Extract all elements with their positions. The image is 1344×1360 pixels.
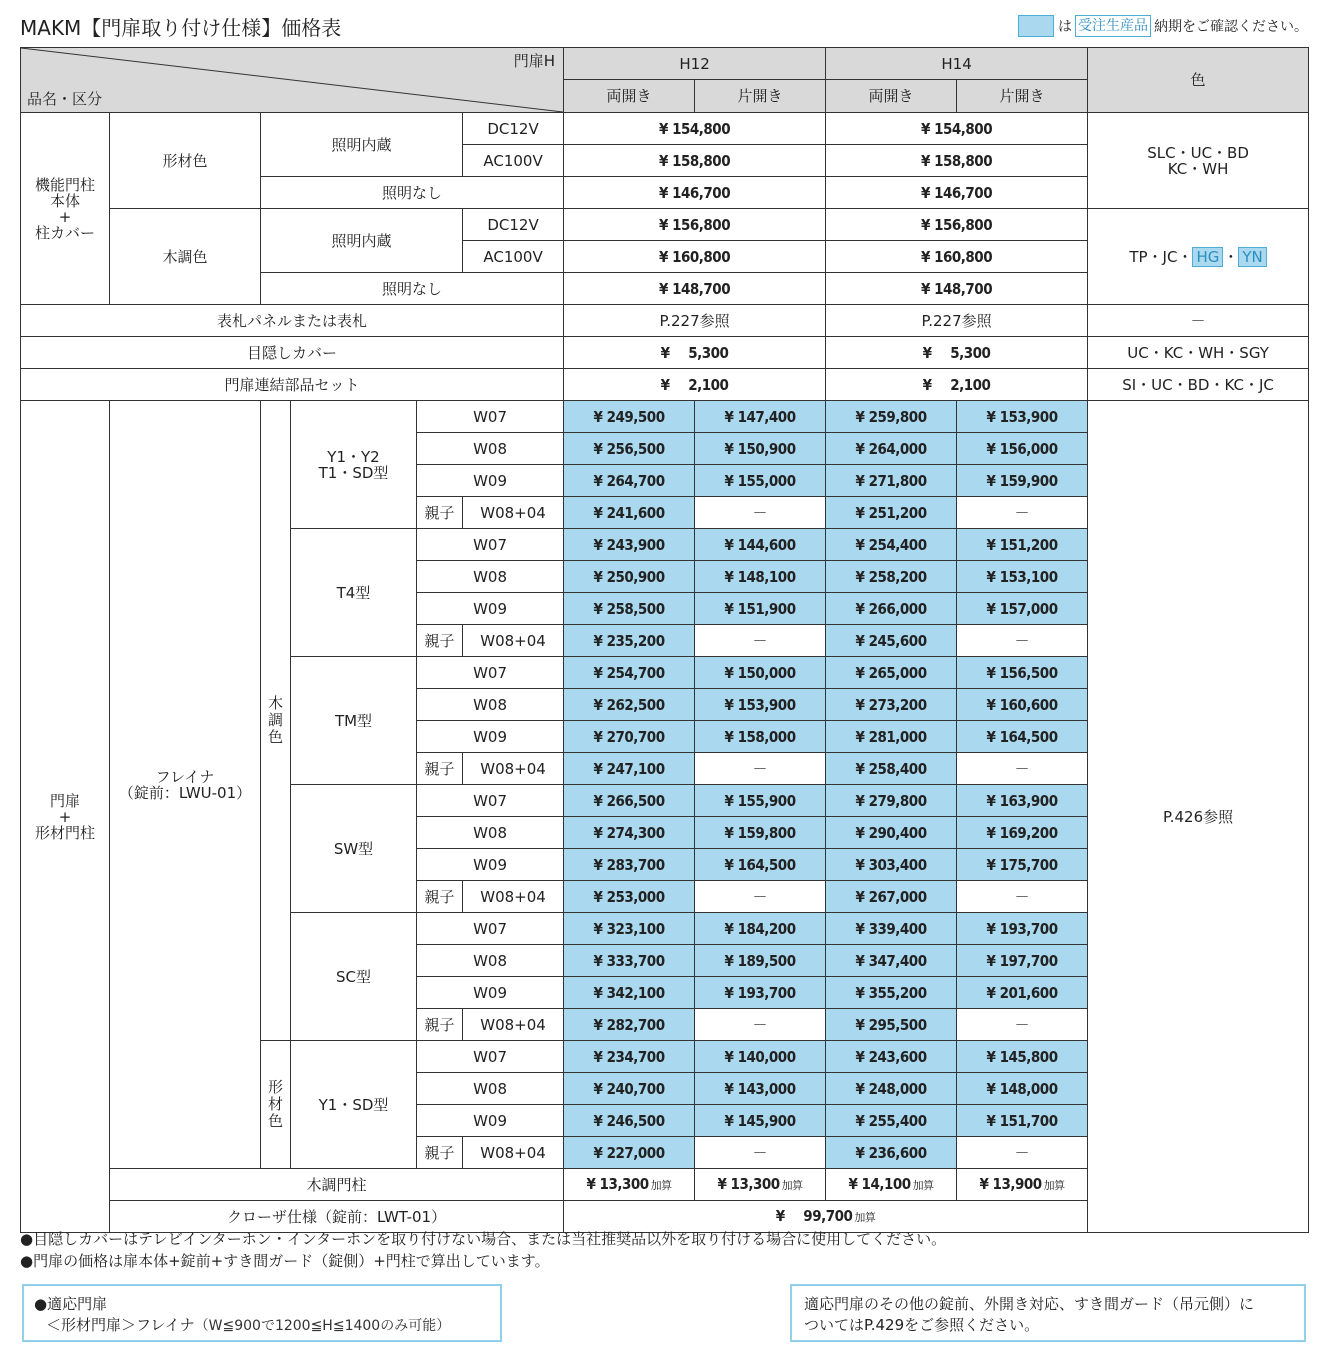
cover-price-h12: ¥ 5,300 bbox=[564, 337, 826, 369]
width-label: W08 bbox=[417, 817, 564, 849]
legend-tag: 受注生産品 bbox=[1075, 15, 1151, 37]
price-cell: ¥ 267,000 bbox=[826, 881, 957, 913]
cover-color: UC・KC・WH・SGY bbox=[1088, 337, 1309, 369]
price-cell: ¥ 158,800 bbox=[564, 145, 826, 177]
price-cell: ¥ 333,700 bbox=[564, 945, 695, 977]
price-cell: ¥ 158,800 bbox=[826, 145, 1088, 177]
price-cell: ¥ 150,900 bbox=[695, 433, 826, 465]
price-cell: ¥ 256,500 bbox=[564, 433, 695, 465]
price-cell: ¥ 147,400 bbox=[695, 401, 826, 433]
price-cell: ¥ 259,800 bbox=[826, 401, 957, 433]
dc-label-2: DC12V bbox=[463, 209, 564, 241]
price-cell: ¥ 248,000 bbox=[826, 1073, 957, 1105]
price-cell: ¥ 144,600 bbox=[695, 529, 826, 561]
price-cell: ¥ 339,400 bbox=[826, 913, 957, 945]
price-cell: ¥ 258,200 bbox=[826, 561, 957, 593]
gate-group: 門扉 + 形材門柱 bbox=[21, 401, 110, 1233]
mokucho-label: 木調色 bbox=[110, 209, 261, 305]
price-cell: ¥ 266,000 bbox=[826, 593, 957, 625]
price-empty: － bbox=[957, 753, 1088, 785]
width-label: W09 bbox=[417, 849, 564, 881]
header-item: 品名・区分 bbox=[27, 90, 103, 108]
price-cell: ¥ 245,600 bbox=[826, 625, 957, 657]
price-cell: ¥ 193,700 bbox=[957, 913, 1088, 945]
width-label: W08+04 bbox=[463, 881, 564, 913]
header-gate-h: 門扉H bbox=[513, 52, 556, 70]
link-price-h12: ¥ 2,100 bbox=[564, 369, 826, 401]
nameplate-ref-h14: P.227参照 bbox=[826, 305, 1088, 337]
price-cell: ¥ 250,900 bbox=[564, 561, 695, 593]
price-empty: － bbox=[957, 625, 1088, 657]
price-cell: ¥ 342,100 bbox=[564, 977, 695, 1009]
price-cell: ¥ 153,100 bbox=[957, 561, 1088, 593]
price-cell: ¥ 258,400 bbox=[826, 753, 957, 785]
light-in-label-2: 照明内蔵 bbox=[261, 209, 463, 273]
price-cell: ¥ 151,900 bbox=[695, 593, 826, 625]
oyako-label: 親子 bbox=[417, 1137, 463, 1169]
gate-color-ref: P.426参照 bbox=[1088, 401, 1309, 1233]
width-label: W09 bbox=[417, 593, 564, 625]
price-empty: － bbox=[695, 753, 826, 785]
price-cell: ¥ 164,500 bbox=[957, 721, 1088, 753]
color-yn: YN bbox=[1238, 247, 1266, 267]
price-cell: ¥ 279,800 bbox=[826, 785, 957, 817]
header-h12-single: 片開き bbox=[695, 80, 826, 113]
price-cell: ¥ 266,500 bbox=[564, 785, 695, 817]
price-cell: ¥ 303,400 bbox=[826, 849, 957, 881]
price-cell: ¥ 254,400 bbox=[826, 529, 957, 561]
product-name-b: （錠前：LWU-01） bbox=[118, 783, 252, 802]
color-mokucho bbox=[1088, 209, 1309, 305]
color-line: SLC・UC・BD bbox=[1147, 143, 1249, 162]
price-cell: ¥ 150,000 bbox=[695, 657, 826, 689]
price-cell: ¥ 253,000 bbox=[564, 881, 695, 913]
price-cell: ¥ 236,600 bbox=[826, 1137, 957, 1169]
wood-post-value: ¥ 14,100 bbox=[848, 1174, 911, 1193]
price-cell: ¥ 148,700 bbox=[564, 273, 826, 305]
oyako-label: 親子 bbox=[417, 625, 463, 657]
width-label: W08 bbox=[417, 945, 564, 977]
product-name bbox=[110, 401, 261, 1169]
price-cell: ¥ 270,700 bbox=[564, 721, 695, 753]
price-cell: ¥ 265,000 bbox=[826, 657, 957, 689]
price-cell: ¥ 148,100 bbox=[695, 561, 826, 593]
price-cell: ¥ 145,800 bbox=[957, 1041, 1088, 1073]
width-label: W08 bbox=[417, 1073, 564, 1105]
wood-post-price bbox=[957, 1169, 1088, 1201]
closer-label: クローザ仕様（錠前：LWT-01） bbox=[110, 1201, 564, 1233]
wood-post-label: 木調門柱 bbox=[110, 1169, 564, 1201]
price-empty: － bbox=[695, 625, 826, 657]
width-label: W08+04 bbox=[463, 625, 564, 657]
header-h14-double: 両開き bbox=[826, 80, 957, 113]
reference-box bbox=[790, 1284, 1306, 1342]
wood-color-text: 木 調 色 bbox=[267, 694, 283, 746]
price-cell: ¥ 151,200 bbox=[957, 529, 1088, 561]
model-name: Y1・SD型 bbox=[291, 1041, 417, 1169]
price-empty: － bbox=[957, 497, 1088, 529]
nameplate-color: － bbox=[1088, 305, 1309, 337]
price-cell: ¥ 254,700 bbox=[564, 657, 695, 689]
add-label: 加算 bbox=[781, 1178, 803, 1192]
price-empty: － bbox=[695, 497, 826, 529]
header-h14-single: 片開き bbox=[957, 80, 1088, 113]
nameplate-label: 表札パネルまたは表札 bbox=[21, 305, 564, 337]
header-color: 色 bbox=[1088, 48, 1309, 113]
price-cell: ¥ 240,700 bbox=[564, 1073, 695, 1105]
wood-color-label bbox=[261, 401, 291, 1041]
width-label: W07 bbox=[417, 785, 564, 817]
katazai-label: 形材色 bbox=[110, 113, 261, 209]
model-name: SC型 bbox=[291, 913, 417, 1041]
page-title: MAKM【門扉取り付け仕様】価格表 bbox=[20, 16, 342, 40]
closer-value: ¥ 99,700 bbox=[775, 1206, 853, 1225]
price-cell: ¥ 246,500 bbox=[564, 1105, 695, 1137]
link-price-h14: ¥ 2,100 bbox=[826, 369, 1088, 401]
price-cell: ¥ 148,700 bbox=[826, 273, 1088, 305]
legend bbox=[1018, 15, 1308, 37]
wood-post-value: ¥ 13,900 bbox=[979, 1174, 1042, 1193]
price-cell: ¥ 160,600 bbox=[957, 689, 1088, 721]
light-in-label-1: 照明内蔵 bbox=[261, 113, 463, 177]
add-label: 加算 bbox=[650, 1178, 672, 1192]
ac-label-1: AC100V bbox=[463, 145, 564, 177]
add-label: 加算 bbox=[912, 1178, 934, 1192]
oyako-label: 親子 bbox=[417, 753, 463, 785]
width-label: W08+04 bbox=[463, 1137, 564, 1169]
legend-note: 納期をご確認ください。 bbox=[1154, 19, 1308, 35]
ac-label-2: AC100V bbox=[463, 241, 564, 273]
wood-post-value: ¥ 13,300 bbox=[586, 1174, 649, 1193]
note-2: ●門扉の価格は扉本体+錠前+すき間ガード（錠側）+門柱で算出しています。 bbox=[20, 1252, 550, 1270]
price-cell: ¥ 234,700 bbox=[564, 1041, 695, 1073]
price-cell: ¥ 295,500 bbox=[826, 1009, 957, 1041]
price-cell: ¥ 160,800 bbox=[564, 241, 826, 273]
wood-post-price bbox=[564, 1169, 695, 1201]
price-cell: ¥ 159,900 bbox=[957, 465, 1088, 497]
product-name-a: フレイナ bbox=[155, 767, 215, 786]
price-cell: ¥ 153,900 bbox=[957, 401, 1088, 433]
price-cell: ¥ 273,200 bbox=[826, 689, 957, 721]
price-empty: － bbox=[957, 881, 1088, 913]
width-label: W07 bbox=[417, 529, 564, 561]
price-cell: ¥ 146,700 bbox=[826, 177, 1088, 209]
color-dot: ・ bbox=[1223, 247, 1239, 266]
model-name: Y1・Y2 T1・SD型 bbox=[291, 401, 417, 529]
price-cell: ¥ 156,500 bbox=[957, 657, 1088, 689]
price-cell: ¥ 227,000 bbox=[564, 1137, 695, 1169]
width-label: W09 bbox=[417, 977, 564, 1009]
box1-title: ●適応門扉 bbox=[34, 1295, 108, 1313]
price-cell: ¥ 243,900 bbox=[564, 529, 695, 561]
legend-swatch bbox=[1018, 15, 1054, 37]
price-empty: － bbox=[695, 881, 826, 913]
add-label: 加算 bbox=[1043, 1178, 1065, 1192]
link-label: 門扉連結部品セット bbox=[21, 369, 564, 401]
box1-line-a: ＜形材門扉＞フレイナ bbox=[46, 1316, 195, 1334]
color-line: KC・WH bbox=[1167, 159, 1229, 178]
price-cell: ¥ 247,100 bbox=[564, 753, 695, 785]
light-none-label-2: 照明なし bbox=[261, 273, 564, 305]
price-cell: ¥ 156,800 bbox=[564, 209, 826, 241]
price-cell: ¥ 323,100 bbox=[564, 913, 695, 945]
price-empty: － bbox=[957, 1137, 1088, 1169]
applicable-gate-box bbox=[22, 1284, 502, 1342]
price-cell: ¥ 201,600 bbox=[957, 977, 1088, 1009]
price-table bbox=[20, 47, 1309, 1233]
price-cell: ¥ 164,500 bbox=[695, 849, 826, 881]
price-cell: ¥ 154,800 bbox=[826, 113, 1088, 145]
price-cell: ¥ 159,800 bbox=[695, 817, 826, 849]
price-cell: ¥ 193,700 bbox=[695, 977, 826, 1009]
color-line: TP・JC・ bbox=[1129, 247, 1193, 266]
price-cell: ¥ 145,900 bbox=[695, 1105, 826, 1137]
width-label: W07 bbox=[417, 401, 564, 433]
price-cell: ¥ 235,200 bbox=[564, 625, 695, 657]
metal-color-text: 形 材 色 bbox=[267, 1078, 283, 1130]
cover-price-h14: ¥ 5,300 bbox=[826, 337, 1088, 369]
price-cell: ¥ 169,200 bbox=[957, 817, 1088, 849]
width-label: W08 bbox=[417, 689, 564, 721]
price-cell: ¥ 155,000 bbox=[695, 465, 826, 497]
note-1: ●目隠しカバーはテレビインターホン・インターホンを取り付けない場合、または当社推奨品以外を取り付ける場合に使用してください。 bbox=[20, 1230, 947, 1248]
box2-line-1: 適応門扉のその他の錠前、外開き対応、すき間ガード（吊元側）に bbox=[804, 1295, 1255, 1313]
price-cell: ¥ 151,700 bbox=[957, 1105, 1088, 1137]
width-label: W08+04 bbox=[463, 753, 564, 785]
width-label: W07 bbox=[417, 1041, 564, 1073]
width-label: W07 bbox=[417, 913, 564, 945]
box2-line-2: ついてはP.429をご参照ください。 bbox=[804, 1316, 1040, 1334]
wood-post-price bbox=[826, 1169, 957, 1201]
header-h12: H12 bbox=[564, 48, 826, 80]
price-cell: ¥ 251,200 bbox=[826, 497, 957, 529]
top-group: 機能門柱 本体 + 柱カバー bbox=[21, 113, 110, 305]
header-h14: H14 bbox=[826, 48, 1088, 80]
price-cell: ¥ 156,000 bbox=[957, 433, 1088, 465]
cover-label: 目隠しカバー bbox=[21, 337, 564, 369]
model-name: SW型 bbox=[291, 785, 417, 913]
width-label: W08 bbox=[417, 433, 564, 465]
price-cell: ¥ 153,900 bbox=[695, 689, 826, 721]
price-cell: ¥ 157,000 bbox=[957, 593, 1088, 625]
price-cell: ¥ 290,400 bbox=[826, 817, 957, 849]
width-label: W09 bbox=[417, 465, 564, 497]
price-cell: ¥ 255,400 bbox=[826, 1105, 957, 1137]
price-cell: ¥ 156,800 bbox=[826, 209, 1088, 241]
width-label: W07 bbox=[417, 657, 564, 689]
link-color: SI・UC・BD・KC・JC bbox=[1088, 369, 1309, 401]
price-cell: ¥ 175,700 bbox=[957, 849, 1088, 881]
price-empty: － bbox=[957, 1009, 1088, 1041]
price-cell: ¥ 281,000 bbox=[826, 721, 957, 753]
price-cell: ¥ 264,000 bbox=[826, 433, 957, 465]
width-label: W08+04 bbox=[463, 497, 564, 529]
metal-color-label bbox=[261, 1041, 291, 1169]
oyako-label: 親子 bbox=[417, 497, 463, 529]
price-cell: ¥ 184,200 bbox=[695, 913, 826, 945]
width-label: W08+04 bbox=[463, 1009, 564, 1041]
width-label: W09 bbox=[417, 1105, 564, 1137]
price-cell: ¥ 258,500 bbox=[564, 593, 695, 625]
price-cell: ¥ 347,400 bbox=[826, 945, 957, 977]
price-cell: ¥ 274,300 bbox=[564, 817, 695, 849]
price-empty: － bbox=[695, 1009, 826, 1041]
dc-label-1: DC12V bbox=[463, 113, 564, 145]
box1-line-b: （W≦900で1200≦H≦1400のみ可能） bbox=[194, 1318, 451, 1334]
oyako-label: 親子 bbox=[417, 881, 463, 913]
price-cell: ¥ 282,700 bbox=[564, 1009, 695, 1041]
add-label: 加算 bbox=[854, 1210, 876, 1224]
price-cell: ¥ 148,000 bbox=[957, 1073, 1088, 1105]
price-cell: ¥ 241,600 bbox=[564, 497, 695, 529]
price-cell: ¥ 264,700 bbox=[564, 465, 695, 497]
width-label: W08 bbox=[417, 561, 564, 593]
price-cell: ¥ 243,600 bbox=[826, 1041, 957, 1073]
color-hg: HG bbox=[1192, 247, 1223, 267]
model-name: T4型 bbox=[291, 529, 417, 657]
price-cell: ¥ 283,700 bbox=[564, 849, 695, 881]
price-cell: ¥ 271,800 bbox=[826, 465, 957, 497]
price-cell: ¥ 189,500 bbox=[695, 945, 826, 977]
price-cell: ¥ 155,900 bbox=[695, 785, 826, 817]
box1-line bbox=[34, 1315, 500, 1337]
wood-post-value: ¥ 13,300 bbox=[717, 1174, 780, 1193]
price-empty: － bbox=[695, 1137, 826, 1169]
price-cell: ¥ 154,800 bbox=[564, 113, 826, 145]
oyako-label: 親子 bbox=[417, 1009, 463, 1041]
price-cell: ¥ 197,700 bbox=[957, 945, 1088, 977]
price-cell: ¥ 146,700 bbox=[564, 177, 826, 209]
color-katazai bbox=[1088, 113, 1309, 209]
price-cell: ¥ 355,200 bbox=[826, 977, 957, 1009]
legend-is: は bbox=[1058, 19, 1072, 35]
price-cell: ¥ 163,900 bbox=[957, 785, 1088, 817]
model-name: TM型 bbox=[291, 657, 417, 785]
header-corner bbox=[21, 48, 564, 113]
nameplate-ref-h12: P.227参照 bbox=[564, 305, 826, 337]
wood-post-price bbox=[695, 1169, 826, 1201]
price-cell: ¥ 249,500 bbox=[564, 401, 695, 433]
price-cell: ¥ 158,000 bbox=[695, 721, 826, 753]
width-label: W09 bbox=[417, 721, 564, 753]
price-cell: ¥ 140,000 bbox=[695, 1041, 826, 1073]
light-none-label-1: 照明なし bbox=[261, 177, 564, 209]
price-cell: ¥ 262,500 bbox=[564, 689, 695, 721]
price-cell: ¥ 143,000 bbox=[695, 1073, 826, 1105]
price-cell: ¥ 160,800 bbox=[826, 241, 1088, 273]
notes bbox=[20, 1228, 946, 1272]
header-h12-double: 両開き bbox=[564, 80, 695, 113]
